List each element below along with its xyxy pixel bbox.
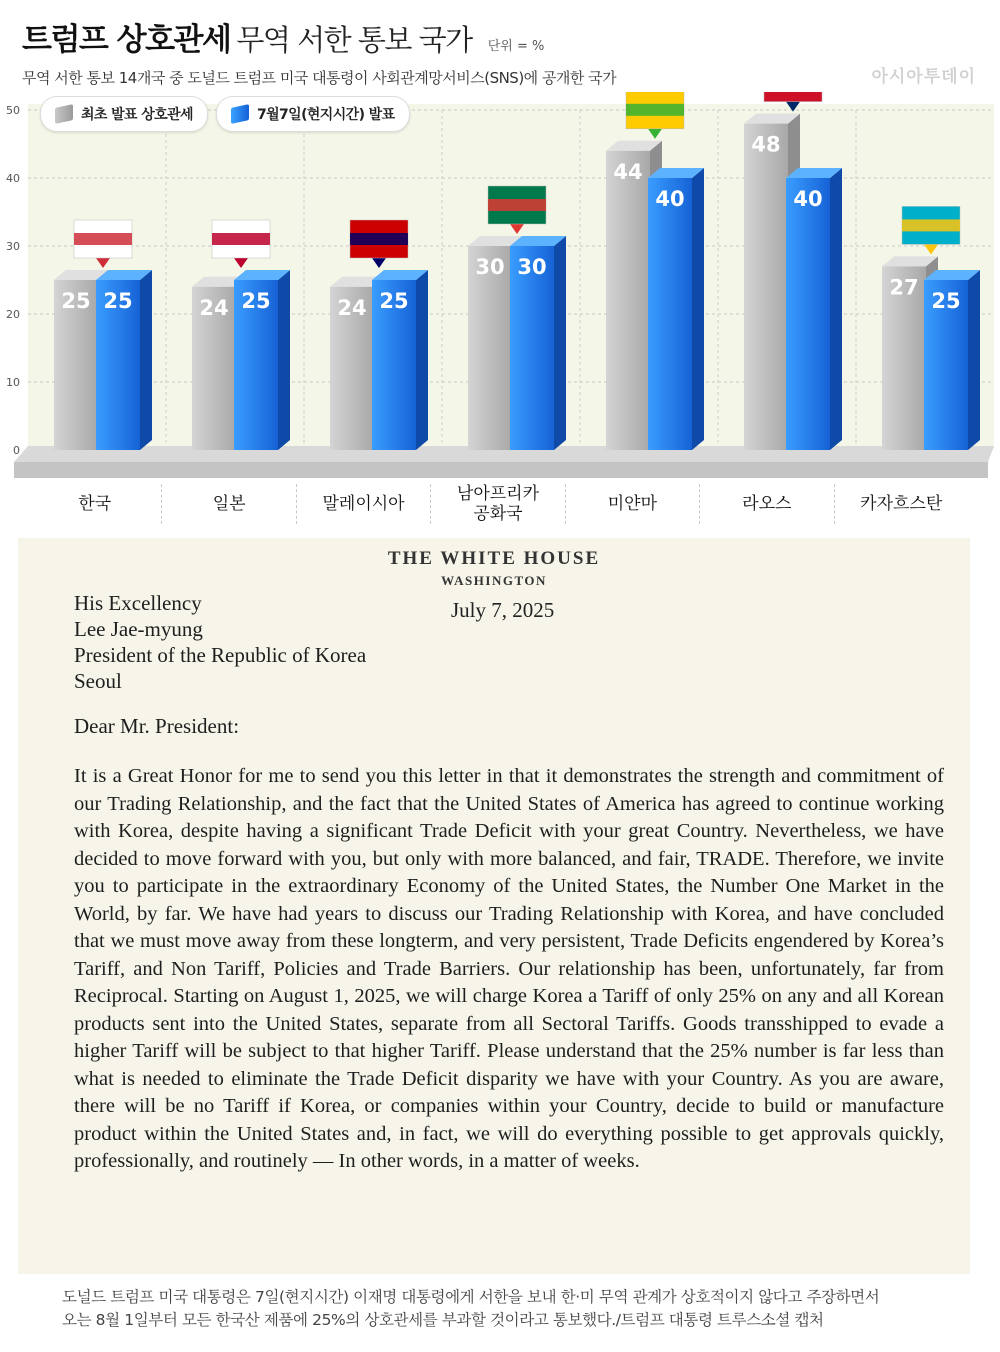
chart-legend bbox=[40, 96, 410, 132]
bar-side bbox=[968, 270, 980, 450]
legend-item-july7 bbox=[216, 96, 410, 132]
x-tick-label: 라오스 bbox=[699, 484, 833, 524]
south-korea-flag-band bbox=[74, 233, 132, 245]
letter-salutation: Dear Mr. President: bbox=[74, 714, 240, 738]
x-tick-label: 미얀마 bbox=[565, 484, 699, 524]
chart-area bbox=[0, 92, 1000, 532]
bar-side bbox=[416, 270, 428, 450]
data-label: 24 bbox=[337, 295, 367, 320]
legend-label-july7: 7월7일(현지시간) 발표 bbox=[256, 107, 395, 123]
publisher-watermark: 아시아투데이 bbox=[871, 67, 976, 87]
data-label: 27 bbox=[889, 275, 919, 300]
y-tick-label: 50 bbox=[6, 104, 20, 117]
white-house-letter bbox=[18, 538, 970, 1274]
bar-side bbox=[692, 168, 704, 450]
legend-swatch-blue bbox=[231, 104, 249, 124]
bar-chart bbox=[0, 92, 1000, 532]
caption-line-1: 도널드 트럼프 미국 대통령은 7일(현지시간) 이재명 대통령에게 서한을 보내 한·미 무역 관계가 상호적이지 않다고 주장하면서 bbox=[62, 1288, 880, 1306]
x-tick-label: 남아프리카 공화국 bbox=[430, 484, 564, 524]
legend-item-initial bbox=[40, 96, 208, 132]
bar-initial bbox=[606, 151, 650, 450]
title-row bbox=[22, 14, 982, 59]
photo-caption bbox=[62, 1286, 962, 1332]
y-tick-label: 20 bbox=[6, 308, 20, 321]
data-label: 48 bbox=[751, 132, 781, 157]
y-tick-label: 10 bbox=[6, 376, 20, 389]
y-tick-label: 30 bbox=[6, 240, 20, 253]
bar-july7 bbox=[648, 178, 692, 450]
x-tick-label: 카자흐스탄 bbox=[834, 484, 968, 524]
category-labels bbox=[28, 484, 968, 524]
chart-title-bold: 트럼프 상호관세 bbox=[22, 22, 231, 58]
data-label: 40 bbox=[655, 187, 685, 211]
x-tick-label: 일본 bbox=[161, 484, 295, 524]
address-line: His Excellency bbox=[74, 591, 202, 615]
myanmar-flag-band bbox=[626, 104, 684, 116]
south-africa-flag-band bbox=[488, 199, 546, 211]
x-tick-label: 한국 bbox=[78, 494, 112, 514]
data-label: 44 bbox=[613, 159, 643, 184]
letterhead-city: WASHINGTON bbox=[441, 573, 547, 588]
data-label: 24 bbox=[199, 295, 229, 320]
legend-swatch-gray bbox=[55, 104, 73, 124]
bar-initial bbox=[744, 124, 788, 450]
chart-title-light: 무역 서한 통보 국가 bbox=[236, 23, 472, 57]
data-label: 25 bbox=[241, 289, 271, 313]
letter-address bbox=[74, 590, 366, 694]
data-label: 25 bbox=[61, 289, 91, 313]
data-label: 25 bbox=[931, 289, 961, 313]
letterhead-title: THE WHITE HOUSE bbox=[387, 548, 601, 569]
data-label: 25 bbox=[103, 289, 133, 313]
data-label: 25 bbox=[379, 289, 409, 313]
bar-side bbox=[554, 236, 566, 450]
chart-subtitle: 무역 서한 통보 14개국 중 도널드 트럼프 미국 대통령이 사회관계망서비스(SNS)에 공개한 국가 bbox=[22, 69, 617, 87]
bar-side bbox=[830, 168, 842, 450]
y-tick-label: 40 bbox=[6, 172, 20, 185]
bar-july7 bbox=[786, 178, 830, 450]
chart-floor-front bbox=[14, 462, 988, 478]
malaysia-flag-band bbox=[350, 233, 408, 245]
chart-header bbox=[22, 14, 982, 88]
japan-flag-band bbox=[212, 233, 270, 245]
address-line: President of the Republic of Korea bbox=[74, 643, 367, 667]
data-label: 30 bbox=[475, 255, 505, 279]
bar-side bbox=[140, 270, 152, 450]
letter-date: July 7, 2025 bbox=[451, 598, 555, 622]
legend-label-initial: 최초 발표 상호관세 bbox=[81, 107, 193, 123]
address-line: Seoul bbox=[74, 669, 122, 693]
laos-flag bbox=[764, 92, 822, 102]
data-label: 40 bbox=[793, 187, 823, 211]
address-line: Lee Jae-myung bbox=[74, 617, 203, 641]
bar-side bbox=[278, 270, 290, 450]
data-label: 30 bbox=[517, 255, 547, 279]
y-tick-label: 0 bbox=[13, 444, 20, 457]
kazakhstan-flag-band bbox=[902, 219, 960, 231]
x-tick-label: 말레이시아 bbox=[296, 484, 430, 524]
unit-label: 단위 = % bbox=[487, 39, 545, 54]
caption-line-2: 오는 8월 1일부터 모든 한국산 제품에 25%의 상호관세를 부과할 것이라고 통보했다./트럼프 대통령 트루스소셜 캡처 bbox=[62, 1311, 824, 1329]
letter-body: It is a Great Honor for me to send you this letter in that it demonstrates the strength and commitment of our Trading Relationship, and the fact that the United States of America has agreed to continue working with Korea, despite having a significant Trade Deficit with your great Country. Nevertheless, we have decided to move forward with you, but only with more balanced, and fair, TRADE. Therefore, we invite you to participate in the extraordinary Economy of the United States, the Number One Market in the World, by far. We have had years to discuss our Trading Relationship with Korea, and have concluded that we must move away from these longterm, and very persistent, Trade Deficits engendered by Korea’s Tariff, and Non Tariff, Policies and Trade Barriers. Our relationship has been, unfortunately, far from Reciprocal. Starting on August 1, 2025, we will charge Korea a Tariff of only 25% on any and all Korean products sent into the United States, separate from all Sectoral Tariffs. Goods transshipped to evade a higher Tariff will be subject to that higher Tariff. Please understand that the 25% number is far less than what is needed to eliminate the Trade Deficit disparity we have with your Country. As you are aware, there will be no Tariff if Korea, or companies within your Country, decide to build or manufacture product within the United States and, in fact, we will do everything possible to get approvals quickly, professionally, and routinely — In other words, in a matter of weeks. bbox=[74, 765, 944, 1172]
